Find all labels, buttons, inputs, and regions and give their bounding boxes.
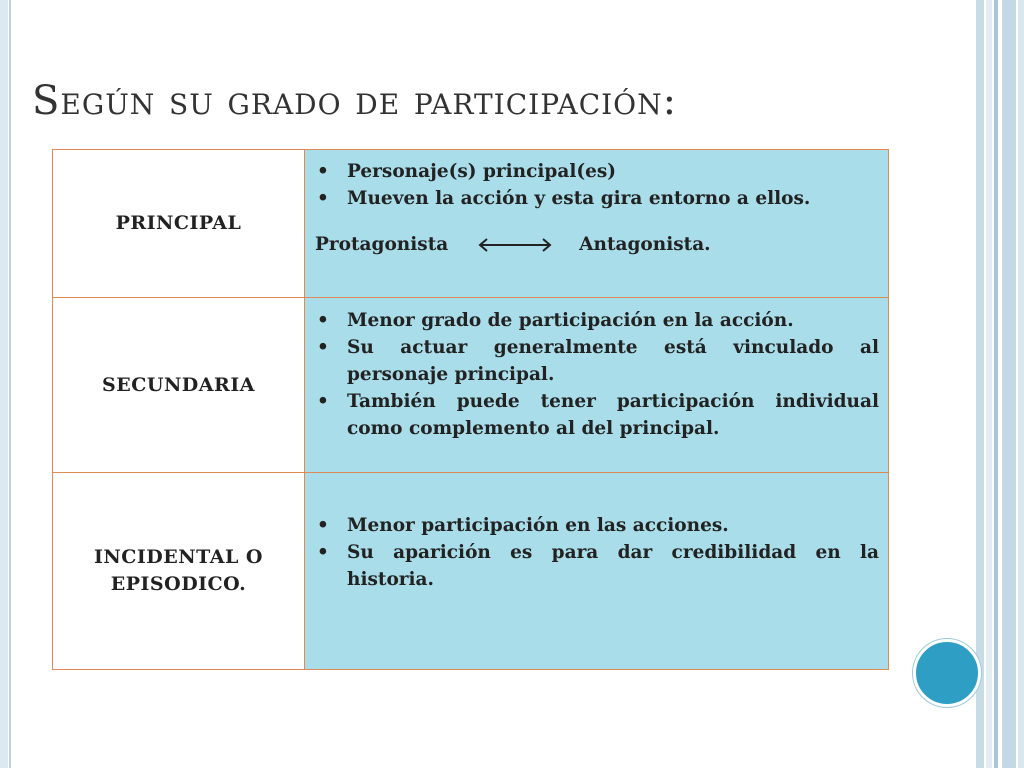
character-table [52, 149, 889, 670]
right-decor-bar [994, 0, 998, 768]
row-content [305, 298, 889, 473]
row-label: PRINCIPAL [53, 150, 305, 298]
list-item: • Menor grado de participación en la acción. [315, 307, 879, 334]
bullet-list [315, 307, 879, 442]
list-item: • También puede tener participación individual como complemento al del principal. [315, 388, 879, 442]
row-content [305, 473, 889, 670]
left-decor-stripe [0, 0, 8, 768]
row-content [305, 150, 889, 298]
bullet-list [315, 158, 879, 212]
bullet-list [315, 512, 879, 593]
right-decor-bar [976, 0, 984, 768]
table-row [53, 150, 889, 298]
double-arrow-icon [477, 238, 553, 252]
right-decor-bar [986, 0, 992, 768]
antagonist-label: Antagonista. [579, 234, 711, 255]
protagonist-antagonist-line [315, 231, 879, 258]
right-decor-bar [1018, 0, 1024, 768]
row-label-line: INCIDENTAL O [94, 546, 263, 568]
table-row [53, 473, 889, 670]
list-item: • Menor participación en las acciones. [315, 512, 879, 539]
row-label: SECUNDARIA [53, 298, 305, 473]
row-label [53, 473, 305, 670]
protagonist-label: Protagonista [315, 234, 449, 255]
table-row [53, 298, 889, 473]
list-item: • Su actuar generalmente está vinculado al personaje principal. [315, 334, 879, 388]
decor-circle [913, 639, 981, 707]
slide-title: Según su grado de participación: [32, 78, 678, 124]
left-decor-line [9, 0, 11, 768]
list-item: • Mueven la acción y esta gira entorno a ellos. [315, 185, 879, 212]
row-label-line: EPISODICO. [110, 573, 247, 595]
right-decor-bar [1002, 0, 1016, 768]
list-item: • Su aparición es para dar credibilidad en la historia. [315, 539, 879, 593]
list-item: • Personaje(s) principal(es) [315, 158, 879, 185]
